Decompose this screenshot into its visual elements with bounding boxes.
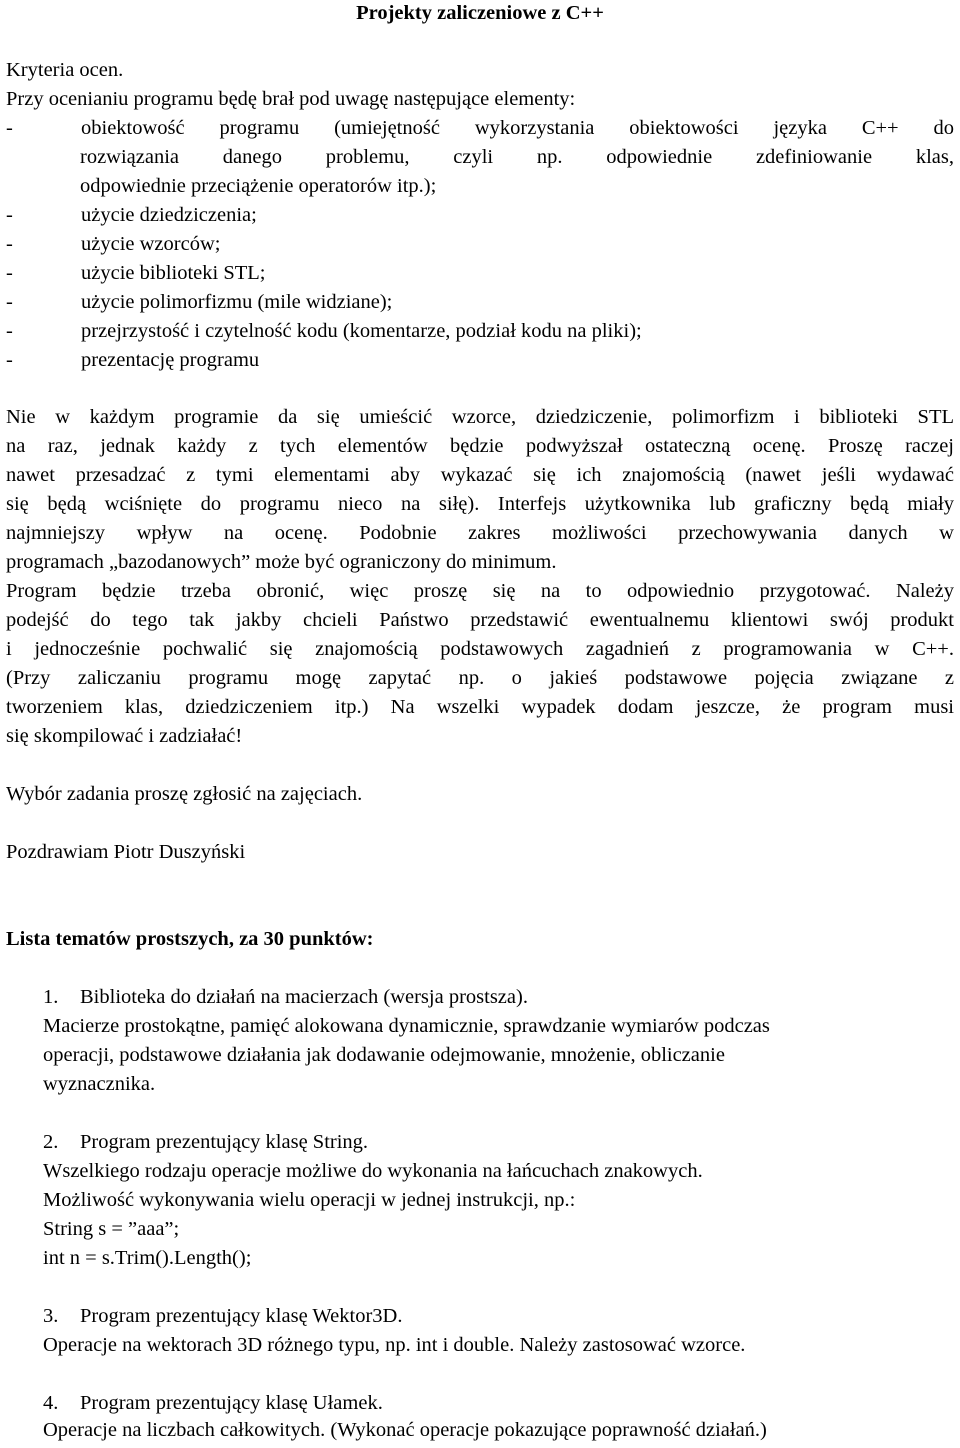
criteria-bullet-4: [6, 259, 954, 288]
bullet-text: użycie wzorców;: [81, 233, 221, 255]
criteria-bullet-1-line-2: rozwiązania danego problemu, czyli np. odpowiednie zdefiniowanie klas,: [80, 146, 954, 168]
bullet-text: obiektowość programu (umiejętność wykorzystania obiektowości języka C++ do: [81, 117, 954, 139]
topic-description-line: Operacje na liczbach całkowitych. (Wykonać operacje pokazujące poprawność działań.): [43, 1419, 767, 1441]
topic-title: Program prezentujący klasę Ułamek.: [80, 1392, 383, 1414]
topic-item-title: [43, 1128, 954, 1157]
topic-description-line: Wszelkiego rodzaju operacje możliwe do wykonania na łańcuchach znakowych.: [43, 1160, 703, 1182]
paragraph-2-line: się skompilować i zadziałać!: [6, 725, 243, 747]
paragraph-2-line: Program będzie trzeba obronić, więc proszę się na to odpowiednio przygotować. Należy: [6, 580, 954, 602]
topic-description-line: wyznacznika.: [43, 1073, 156, 1095]
topic-code-line: int n = s.Trim().Length();: [43, 1247, 252, 1269]
paragraph-2-line: tworzeniem klas, dziedziczeniem itp.) Na wszelki wypadek dodam jeszcze, że program musi: [6, 696, 954, 718]
topic-description-line: Operacje na wektorach 3D różnego typu, np. int i double. Należy zastosować wzorce.: [43, 1334, 746, 1356]
criteria-bullet-1-line-3: odpowiednie przeciążenie operatorów itp.);: [80, 175, 437, 197]
paragraph-1-line: programach „bazodanowych” może być ograniczony do minimum.: [6, 551, 557, 573]
topic-item-title: [43, 983, 954, 1012]
paragraph-1-line: się będą wciśnięte do programu nieco na siłę). Interfejs użytkownika lub graficzny będą miały: [6, 493, 954, 515]
topic-title: Biblioteka do działań na macierzach (wersja prostsza).: [80, 986, 528, 1008]
paragraph-1-line: na raz, jednak każdy z tych elementów będzie podwyższał ostateczną ocenę. Proszę raczej: [6, 435, 954, 457]
page-title: Projekty zaliczeniowe z C++: [356, 2, 604, 24]
bullet-marker: -: [6, 117, 13, 139]
choice-note: Wybór zadania proszę zgłosić na zajęciach.: [6, 783, 363, 805]
paragraph-1-line: nawet przesadzać z tymi elementami aby wykazać się ich znajomością (nawet jeśli wydawać: [6, 464, 954, 486]
topic-item-title: [43, 1389, 954, 1418]
bullet-text: użycie dziedziczenia;: [81, 204, 257, 226]
bullet-marker: -: [6, 233, 13, 255]
criteria-bullet-7: [6, 346, 954, 375]
signature: Pozdrawiam Piotr Duszyński: [6, 841, 246, 863]
criteria-bullet-6: [6, 317, 954, 346]
criteria-bullet-3: [6, 230, 954, 259]
paragraph-1-line: Nie w każdym programie da się umieścić wzorce, dziedziczenie, polimorfizm i biblioteki STL: [6, 406, 954, 428]
paragraph-2-line: podejść do tego tak jakby chcieli Państwo przedstawić ewentualnemu klientowi swój produkt: [6, 609, 954, 631]
bullet-marker: -: [6, 262, 13, 284]
topic-number: 1.: [43, 986, 59, 1008]
bullet-marker: -: [6, 349, 13, 371]
topic-title: Program prezentujący klasę String.: [80, 1131, 369, 1153]
criteria-bullet-2: [6, 201, 954, 230]
criteria-bullet-1-line-1: [6, 114, 954, 143]
paragraph-2-line: i jednocześnie pochwalić się znajomością podstawowych zagadnień z programowania w C++.: [6, 638, 954, 660]
paragraph-2-line: (Przy zaliczaniu programu mogę zapytać np. o jakieś podstawowe pojęcia związane z: [6, 667, 954, 689]
topic-number: 4.: [43, 1392, 59, 1414]
topic-description-line: Możliwość wykonywania wielu operacji w jednej instrukcji, np.:: [43, 1189, 576, 1211]
criteria-lead-line: Przy ocenianiu programu będę brał pod uwagę następujące elementy:: [6, 88, 576, 110]
topic-code-line: String s = ”aaa”;: [43, 1218, 180, 1240]
bullet-text: prezentację programu: [81, 349, 260, 371]
topic-title: Program prezentujący klasę Wektor3D.: [80, 1305, 403, 1327]
topic-number: 3.: [43, 1305, 59, 1327]
bullet-marker: -: [6, 204, 13, 226]
topic-description-line: operacji, podstawowe działania jak dodawanie odejmowanie, mnożenie, obliczanie: [43, 1044, 725, 1066]
bullet-text: użycie polimorfizmu (mile widziane);: [81, 291, 393, 313]
criteria-heading: Kryteria ocen.: [6, 59, 124, 81]
bullet-marker: -: [6, 291, 13, 313]
paragraph-1-line: najmniejszy wpływ na ocenę. Podobnie zakres możliwości przechowywania danych w: [6, 522, 954, 544]
topic-number: 2.: [43, 1131, 59, 1153]
topic-item-title: [43, 1302, 954, 1331]
bullet-text: przejrzystość i czytelność kodu (komentarze, podział kodu na pliki);: [81, 320, 642, 342]
topics-heading: Lista tematów prostszych, za 30 punktów:: [6, 928, 374, 950]
topic-description-line: Macierze prostokątne, pamięć alokowana dynamicznie, sprawdzanie wymiarów podczas: [43, 1015, 770, 1037]
criteria-bullet-5: [6, 288, 954, 317]
bullet-marker: -: [6, 320, 13, 342]
bullet-text: użycie biblioteki STL;: [81, 262, 266, 284]
